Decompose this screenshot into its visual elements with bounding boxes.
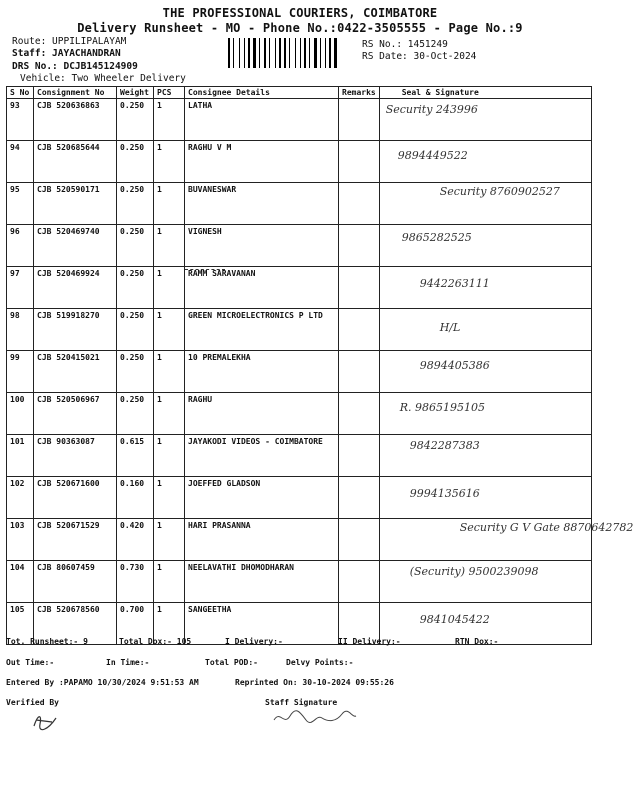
- i-delivery: I Delivery:-: [225, 637, 283, 646]
- cell-consignee: GREEN MICROELECTRONICS P LTD: [185, 309, 339, 351]
- cell-remarks: [339, 393, 380, 435]
- cell-consignee: BUVANESWAR: [185, 183, 339, 225]
- handwritten-signature: 9865282525: [401, 231, 472, 244]
- cell-consignment: CJB 520678560: [34, 603, 117, 645]
- cell-signature: [379, 393, 591, 435]
- handwritten-signature: Security G V Gate 8870642782: [459, 521, 633, 534]
- route: Route: UPPILIPALAYAM: [12, 36, 127, 47]
- table-row: [7, 435, 592, 477]
- table-row: [7, 519, 592, 561]
- table-row: [7, 225, 592, 267]
- cell-pcs: 1: [154, 435, 185, 477]
- cell-remarks: [339, 477, 380, 519]
- cell-pcs: 1: [154, 309, 185, 351]
- staff: Staff: JAYACHANDRAN: [12, 48, 121, 59]
- entered-by: Entered By :PAPAMO 10/30/2024 9:51:53 AM: [6, 678, 199, 687]
- cell-remarks: [339, 99, 380, 141]
- cell-remarks: [339, 435, 380, 477]
- cell-pcs: 1: [154, 393, 185, 435]
- vehicle: Vehicle: Two Wheeler Delivery: [20, 73, 186, 84]
- cell-sno: 94: [7, 141, 34, 183]
- total-dox: Total Dox:- 105: [119, 637, 192, 646]
- col-weight-header: Weight: [117, 87, 154, 99]
- cell-consignment: CJB 520685644: [34, 141, 117, 183]
- cell-weight: 0.250: [117, 393, 154, 435]
- col-consignment-header: Consignment No: [34, 87, 117, 99]
- cell-consignee: JOEFFED GLADSON: [185, 477, 339, 519]
- cell-signature: [379, 561, 591, 603]
- cell-remarks: [339, 183, 380, 225]
- cell-sno: 104: [7, 561, 34, 603]
- cell-signature: [379, 351, 591, 393]
- cell-signature: [379, 225, 591, 267]
- handwritten-signature: 9894405386: [419, 359, 490, 372]
- runsheet-title: Delivery Runsheet - MO - Phone No.:0422-3505555 - Page No.:9: [77, 21, 523, 35]
- cell-consignment: CJB 520671529: [34, 519, 117, 561]
- rs-number: RS No.: 1451249: [362, 39, 448, 50]
- company-name: THE PROFESSIONAL COURIERS, COIMBATORE: [162, 6, 438, 20]
- cell-consignment: CJB 520469924: [34, 267, 117, 309]
- verified-by: Verified By: [6, 698, 59, 707]
- cell-pcs: 1: [154, 603, 185, 645]
- cell-consignee: LATHA: [185, 99, 339, 141]
- cell-consignment: CJB 520415021: [34, 351, 117, 393]
- cell-weight: 0.615: [117, 435, 154, 477]
- cell-remarks: [339, 141, 380, 183]
- cell-sno: 97: [7, 267, 34, 309]
- handwritten-signature: (Security) 9500239098: [409, 565, 539, 578]
- cell-weight: 0.250: [117, 225, 154, 267]
- handwritten-signature: R. 9865195105: [399, 401, 485, 414]
- table-row: [7, 141, 592, 183]
- ii-delivery: II Delivery:-: [338, 637, 401, 646]
- handwritten-signature: 9894449522: [397, 149, 468, 162]
- table-row: [7, 393, 592, 435]
- cell-signature: [379, 141, 591, 183]
- cell-signature: [379, 99, 591, 141]
- staff-signature: Staff Signature: [265, 698, 338, 707]
- cell-sno: 93: [7, 99, 34, 141]
- cell-weight: 0.250: [117, 267, 154, 309]
- cell-remarks: [339, 225, 380, 267]
- cell-sno: 98: [7, 309, 34, 351]
- cell-consignment: CJB 520590171: [34, 183, 117, 225]
- cell-sno: 103: [7, 519, 34, 561]
- handwritten-signature: Security 8760902527: [439, 185, 560, 198]
- cell-pcs: 1: [154, 183, 185, 225]
- cell-consignment: CJB 520636863: [34, 99, 117, 141]
- cell-pcs: 1: [154, 225, 185, 267]
- col-signature-header: Seal & Signature: [379, 87, 591, 99]
- table-row: [7, 183, 592, 225]
- cell-signature: [379, 519, 633, 561]
- cell-signature: [379, 183, 591, 225]
- handwritten-signature: 9841045422: [419, 613, 490, 626]
- cell-consignment: CJB 519918270: [34, 309, 117, 351]
- rs-date: RS Date: 30-Oct-2024: [362, 51, 477, 62]
- cell-consignee: HARI PRASANNA: [185, 519, 339, 561]
- total-pod: Total POD:-: [205, 658, 258, 667]
- cell-consignment: CJB 520506967: [34, 393, 117, 435]
- cell-consignment: CJB 520469740: [34, 225, 117, 267]
- cell-weight: 0.730: [117, 561, 154, 603]
- verified-signature-mark: [30, 710, 60, 732]
- col-pcs-header: PCS: [154, 87, 185, 99]
- handwritten-signature: 9994135616: [409, 487, 480, 500]
- runsheet-table: [6, 86, 633, 645]
- cell-weight: 0.250: [117, 351, 154, 393]
- cell-sno: 105: [7, 603, 34, 645]
- col-sno-header: S No: [7, 87, 34, 99]
- cell-weight: 0.250: [117, 99, 154, 141]
- cell-pcs: 1: [154, 519, 185, 561]
- rtn-dox: RTN Dox:-: [455, 637, 499, 646]
- cell-signature: [379, 477, 591, 519]
- cell-consignment: CJB 90363087: [34, 435, 117, 477]
- cell-pcs: 1: [154, 99, 185, 141]
- cell-consignee: NEELAVATHI DHOMODHARAN: [185, 561, 339, 603]
- cell-sno: 96: [7, 225, 34, 267]
- reprinted-on: Reprinted On: 30-10-2024 09:55:26: [235, 678, 394, 687]
- cell-sno: 99: [7, 351, 34, 393]
- cell-remarks: [339, 351, 380, 393]
- cell-consignee: JAYAKODI VIDEOS - COIMBATORE: [185, 435, 339, 477]
- handwritten-signature: H/L: [439, 321, 461, 334]
- cell-weight: 0.420: [117, 519, 154, 561]
- cell-pcs: 1: [154, 561, 185, 603]
- table-row: [7, 309, 592, 351]
- cell-remarks: [339, 267, 380, 309]
- table-row: [7, 267, 592, 309]
- cell-pcs: 1: [154, 351, 185, 393]
- barcode: [228, 38, 356, 68]
- cell-signature: [379, 267, 591, 309]
- cell-weight: 0.700: [117, 603, 154, 645]
- cell-weight: 0.160: [117, 477, 154, 519]
- table-row: [7, 603, 592, 645]
- cell-weight: 0.250: [117, 309, 154, 351]
- staff-signature-mark: [270, 706, 360, 728]
- cell-consignee: VIGNESH: [185, 225, 339, 267]
- in-time: In Time:-: [106, 658, 150, 667]
- cell-sno: 102: [7, 477, 34, 519]
- out-time: Out Time:-: [6, 658, 55, 667]
- cell-weight: 0.250: [117, 141, 154, 183]
- col-remarks-header: Remarks: [339, 87, 380, 99]
- cell-consignment: CJB 520671600: [34, 477, 117, 519]
- tot-runsheet: Tot. Runsheet:- 9: [6, 637, 88, 646]
- handwritten-signature: 9842287383: [409, 439, 480, 452]
- cell-remarks: [339, 309, 380, 351]
- col-consignee-header: Consignee Details: [185, 87, 339, 99]
- table-header-row: [7, 87, 592, 99]
- delvy-points: Delvy Points:-: [286, 658, 354, 667]
- table-row: [7, 99, 592, 141]
- cell-consignee: RAGHU: [185, 393, 339, 435]
- table-row: [7, 477, 592, 519]
- table-row: [7, 561, 592, 603]
- cell-remarks: [339, 561, 380, 603]
- handwritten-signature: Security 243996: [385, 103, 478, 116]
- cell-consignee: RAMM SARAVANAN: [185, 267, 339, 309]
- dashed-line: [185, 269, 225, 270]
- cell-consignee: RAGHU V M: [185, 141, 339, 183]
- cell-pcs: 1: [154, 267, 185, 309]
- cell-pcs: 1: [154, 141, 185, 183]
- cell-weight: 0.250: [117, 183, 154, 225]
- cell-consignee: SANGEETHA: [185, 603, 339, 645]
- drs-number: DRS No.: DCJB145124909: [12, 61, 138, 72]
- cell-pcs: 1: [154, 477, 185, 519]
- cell-consignment: CJB 80607459: [34, 561, 117, 603]
- table-row: [7, 351, 592, 393]
- cell-sno: 95: [7, 183, 34, 225]
- cell-signature: [379, 309, 591, 351]
- cell-signature: [379, 435, 591, 477]
- cell-remarks: [339, 519, 380, 561]
- handwritten-signature: 9442263111: [419, 277, 490, 290]
- cell-consignee: 10 PREMALEKHA: [185, 351, 339, 393]
- cell-sno: 100: [7, 393, 34, 435]
- cell-sno: 101: [7, 435, 34, 477]
